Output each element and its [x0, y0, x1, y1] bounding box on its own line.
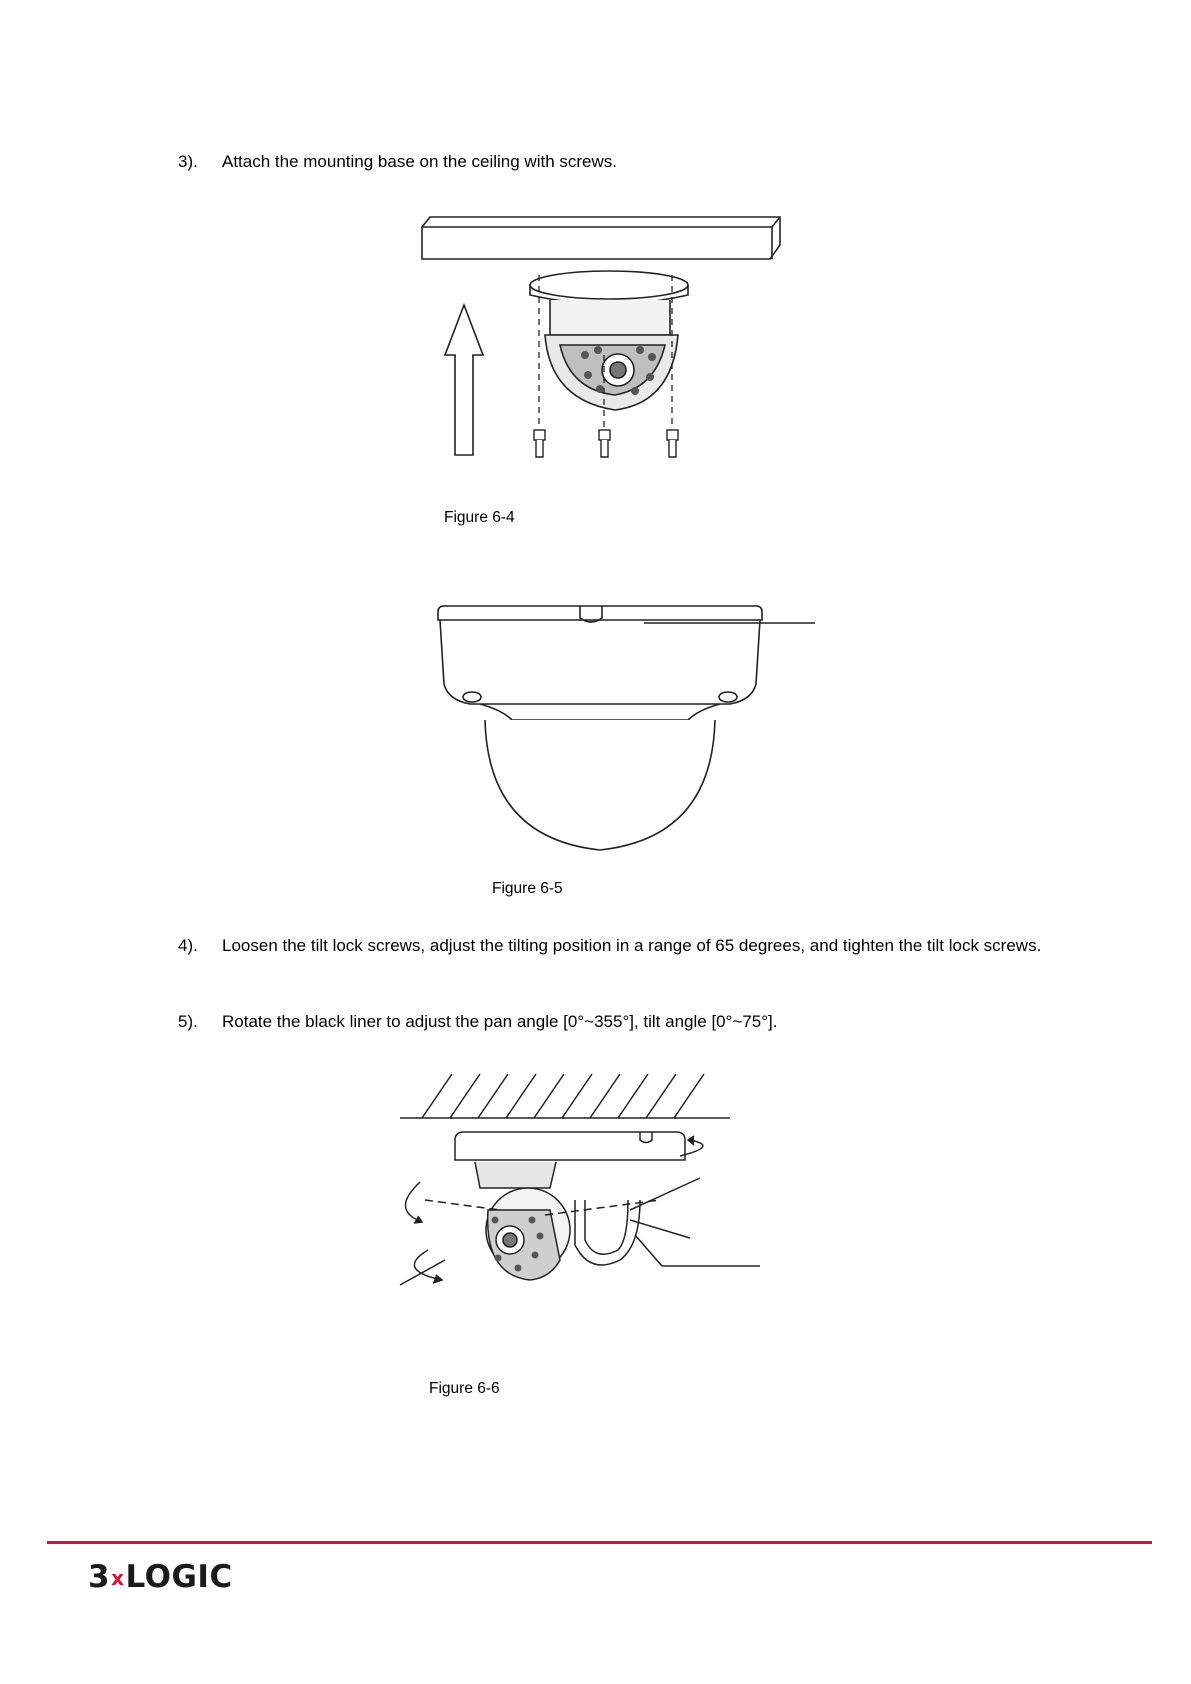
logo-text-right: LOGIC: [125, 1559, 233, 1595]
figure-6-6-illustration: [400, 1070, 790, 1310]
figure-6-4-illustration: [410, 205, 790, 485]
figure-caption: Figure 6-4: [444, 509, 515, 526]
company-logo: [88, 1559, 233, 1595]
figure-caption: Figure 6-6: [429, 1380, 500, 1397]
step-number: 4).: [178, 936, 198, 955]
step-text: Attach the mounting base on the ceiling with screws.: [222, 152, 617, 171]
step-text: Loosen the tilt lock screws, adjust the tilting position in a range of 65 degrees, and tighten the tilt lock screws.: [222, 936, 1042, 955]
step-number: 3).: [178, 152, 198, 171]
step-number: 5).: [178, 1012, 198, 1031]
figure-6-5-illustration: [430, 600, 820, 870]
figure-caption: Figure 6-5: [492, 880, 563, 897]
logo-text-x: x: [111, 1566, 125, 1590]
step-text: Rotate the black liner to adjust the pan angle [0°~355°], tilt angle [0°~75°].: [222, 1012, 778, 1031]
logo-text-left: 3: [88, 1559, 111, 1595]
footer-divider: [47, 1541, 1152, 1544]
